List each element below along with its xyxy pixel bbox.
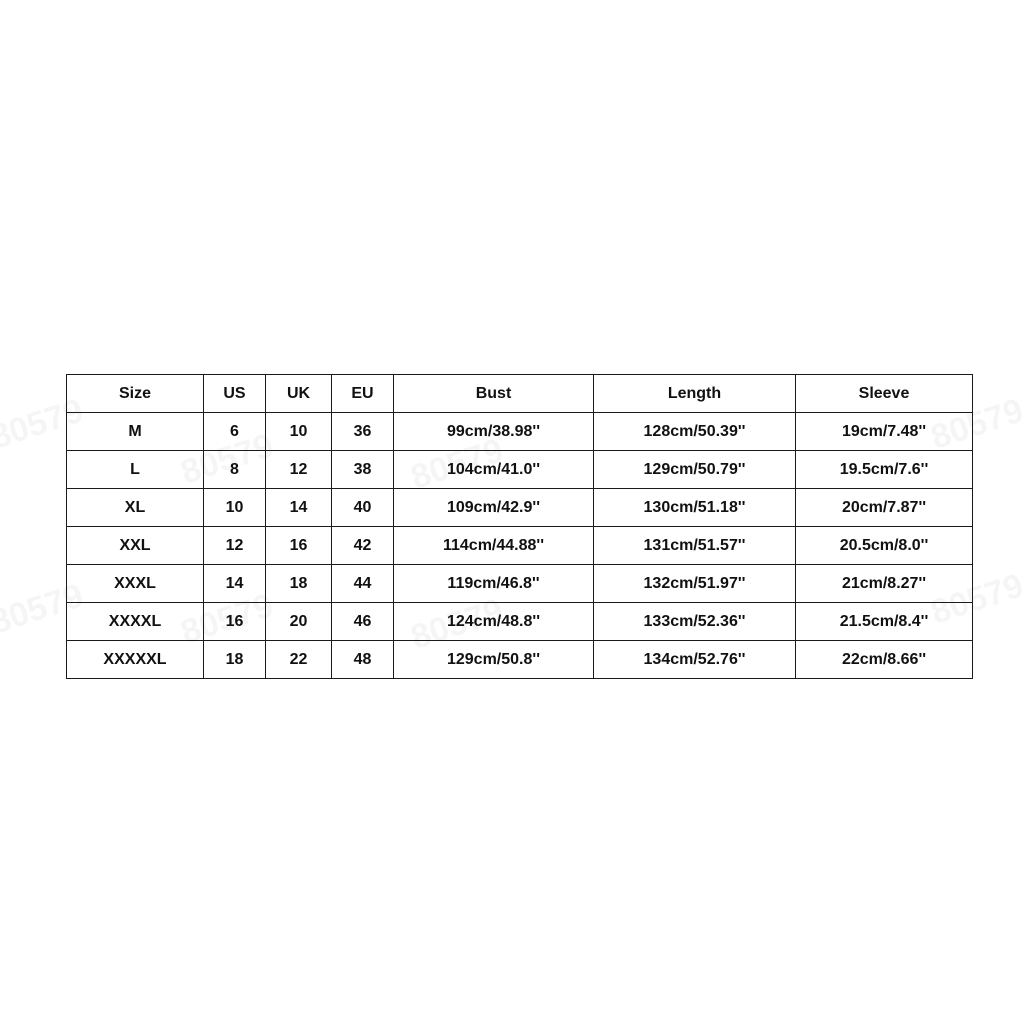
- cell-eu: 38: [332, 451, 394, 489]
- cell-uk: 22: [266, 641, 332, 679]
- cell-bust: 129cm/50.8'': [394, 641, 594, 679]
- cell-eu: 40: [332, 489, 394, 527]
- cell-sleeve: 20.5cm/8.0'': [796, 527, 973, 565]
- cell-eu: 42: [332, 527, 394, 565]
- cell-bust: 119cm/46.8'': [394, 565, 594, 603]
- cell-bust: 104cm/41.0'': [394, 451, 594, 489]
- cell-size: XXXL: [67, 565, 204, 603]
- cell-us: 16: [204, 603, 266, 641]
- cell-size: XL: [67, 489, 204, 527]
- cell-size: M: [67, 413, 204, 451]
- table-header-row: [67, 375, 973, 413]
- cell-eu: 36: [332, 413, 394, 451]
- header-eu: EU: [332, 375, 394, 413]
- cell-uk: 12: [266, 451, 332, 489]
- cell-us: 10: [204, 489, 266, 527]
- cell-bust: 114cm/44.88'': [394, 527, 594, 565]
- cell-length: 128cm/50.39'': [594, 413, 796, 451]
- header-bust: Bust: [394, 375, 594, 413]
- table-row: [67, 413, 973, 451]
- cell-us: 18: [204, 641, 266, 679]
- cell-sleeve: 20cm/7.87'': [796, 489, 973, 527]
- cell-length: 129cm/50.79'': [594, 451, 796, 489]
- cell-us: 14: [204, 565, 266, 603]
- cell-uk: 10: [266, 413, 332, 451]
- table-row: [67, 527, 973, 565]
- table-row: [67, 489, 973, 527]
- cell-sleeve: 22cm/8.66'': [796, 641, 973, 679]
- cell-length: 132cm/51.97'': [594, 565, 796, 603]
- size-chart-table: [66, 374, 973, 679]
- cell-sleeve: 21cm/8.27'': [796, 565, 973, 603]
- header-length: Length: [594, 375, 796, 413]
- cell-eu: 46: [332, 603, 394, 641]
- header-uk: UK: [266, 375, 332, 413]
- cell-size: XXXXXL: [67, 641, 204, 679]
- cell-us: 8: [204, 451, 266, 489]
- cell-uk: 14: [266, 489, 332, 527]
- cell-uk: 16: [266, 527, 332, 565]
- cell-length: 131cm/51.57'': [594, 527, 796, 565]
- cell-size: XXL: [67, 527, 204, 565]
- header-size: Size: [67, 375, 204, 413]
- cell-sleeve: 19cm/7.48'': [796, 413, 973, 451]
- cell-length: 133cm/52.36'': [594, 603, 796, 641]
- cell-eu: 48: [332, 641, 394, 679]
- cell-bust: 124cm/48.8'': [394, 603, 594, 641]
- cell-sleeve: 19.5cm/7.6'': [796, 451, 973, 489]
- cell-length: 134cm/52.76'': [594, 641, 796, 679]
- cell-sleeve: 21.5cm/8.4'': [796, 603, 973, 641]
- header-us: US: [204, 375, 266, 413]
- cell-eu: 44: [332, 565, 394, 603]
- table-row: [67, 603, 973, 641]
- cell-bust: 99cm/38.98'': [394, 413, 594, 451]
- cell-size: XXXXL: [67, 603, 204, 641]
- cell-bust: 109cm/42.9'': [394, 489, 594, 527]
- table-row: [67, 451, 973, 489]
- header-sleeve: Sleeve: [796, 375, 973, 413]
- cell-us: 12: [204, 527, 266, 565]
- cell-uk: 18: [266, 565, 332, 603]
- cell-us: 6: [204, 413, 266, 451]
- cell-size: L: [67, 451, 204, 489]
- cell-length: 130cm/51.18'': [594, 489, 796, 527]
- table-row: [67, 565, 973, 603]
- cell-uk: 20: [266, 603, 332, 641]
- table-row: [67, 641, 973, 679]
